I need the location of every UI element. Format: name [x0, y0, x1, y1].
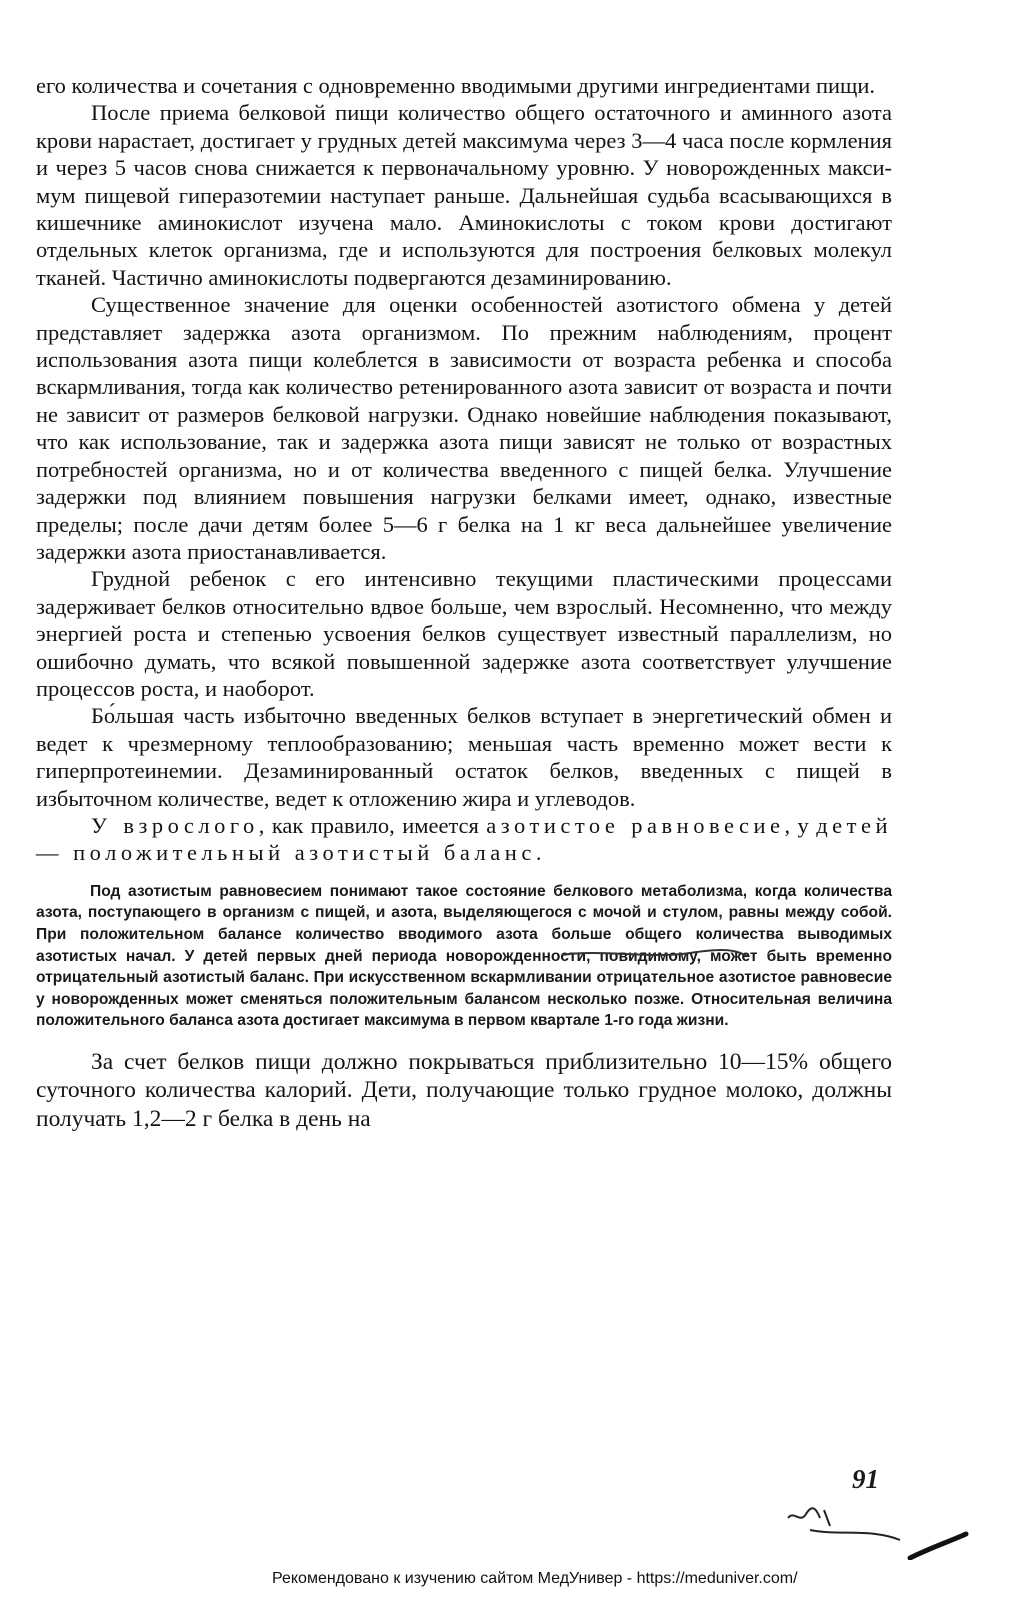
- footer-watermark: Рекомендовано к изучению сайтом МедУнивер - https://meduniver.com/: [272, 1570, 798, 1587]
- paragraph-1: его количества и сочетания с одновременно вводимыми другими ингредиентами пищи.: [36, 73, 876, 98]
- paragraph-2: После приема белковой пищи количество общего остаточного и аминного азота крови нарастает, достигает у грудных детей максимума через 3—4 часа после кормления и через 5 часов снова снижается к первоначальному уровню. У новорожденных максимум пищевой гиперазотемии наступает раньше. Дальнейшая судьба всасывающихся в кишечнике аминокислот изучена мало. Аминокислоты с током крови достигают отдельных клеток организма, где и используются для построения белковых молекул тканей. Частично аминокислоты подвергаются дезаминированию.: [36, 100, 892, 290]
- pen-underline-mark: [560, 947, 750, 961]
- page-number: 91: [852, 1464, 879, 1494]
- page-body: [36, 72, 892, 1133]
- emphasis-children-balance: детей — положительный азотистый баланс: [36, 812, 892, 866]
- paragraph-3: Существенное значение для оценки особенностей азотистого обмена у детей представляет задержка азота организмом. По прежним наблюдениям, процент использования азота пищи колеблется в зависимости от возраста ребенка и способа вскармливания, тогда как количество ретенированного азота зависит от возраста и почти не зависит от размеров белковой нагрузки. Однако новейшие наблюдения показывают, что как использование, так и задержка азота пищи зависят не только от возрастных потребностей организма, но и от количества введенного с пищей белка. Улучшение задержки под влиянием повышения нагрузки белками имеет, однако, известные пределы; после дачи детям более 5—6 г белка на 1 кг веса дальнейшее увеличение задержки азота приостанавливается.: [36, 292, 892, 564]
- footnote: Под азотистым равновесием понимают такое состояние белкового метаболизма, когда количества азота, поступающего в организм с пищей, и азота, выделяющегося с мочой и стулом, равны между собой. При положительном балансе количество вводимого азота больше общего количества выводимых азотистых начал. У детей первых дней периода новорожденности, повидимому, может быть временно отрицательный азотистый баланс. При искусственном вскармливании отрицательное азотистое равновесие у новорожденных может сменяться положительным балансом несколько позже. Относительная величина положительного баланса азота достигает максимума в первом квартале 1-го года жизни.: [36, 882, 892, 1030]
- emphasis-text-c: .: [535, 840, 542, 866]
- paragraph-4: Грудной ребенок с его интенсивно текущими пластическими процессами задерживает белков относительно вдвое больше, чем взрослый. Несомненно, что между энергией роста и степенью усвоения белков существует известный параллелизм, но ошибочно думать, что всякой повышенной задержке азота соответствует улучшение процессов роста, и наоборот.: [36, 566, 892, 701]
- emphasis-adult: У взрослого: [91, 812, 259, 838]
- handwritten-mark: [780, 1500, 970, 1560]
- paragraph-emphasis: [36, 812, 892, 867]
- emphasis-text-b: , у: [784, 812, 817, 838]
- closing-paragraph: За счет белков пищи должно покрываться приблизительно 10—15% общего суточного количества калорий. Дети, получающие только грудное молоко, должны получать 1,2—2 г белка в день на: [36, 1048, 892, 1132]
- paragraph-5: Бо́льшая часть избыточно введенных белков вступает в энергетический обмен и ведет к чрезмерному теплообразованию; меньшая часть временно может вести к гиперпротеинемии. Дезаминированный остаток белков, введенных с пищей в избыточном количестве, ведет к отложению жира и углеводов.: [36, 703, 892, 811]
- emphasis-equilibrium: азотистое равновесие: [486, 812, 785, 838]
- emphasis-text-a: , как правило, имеется: [258, 812, 487, 838]
